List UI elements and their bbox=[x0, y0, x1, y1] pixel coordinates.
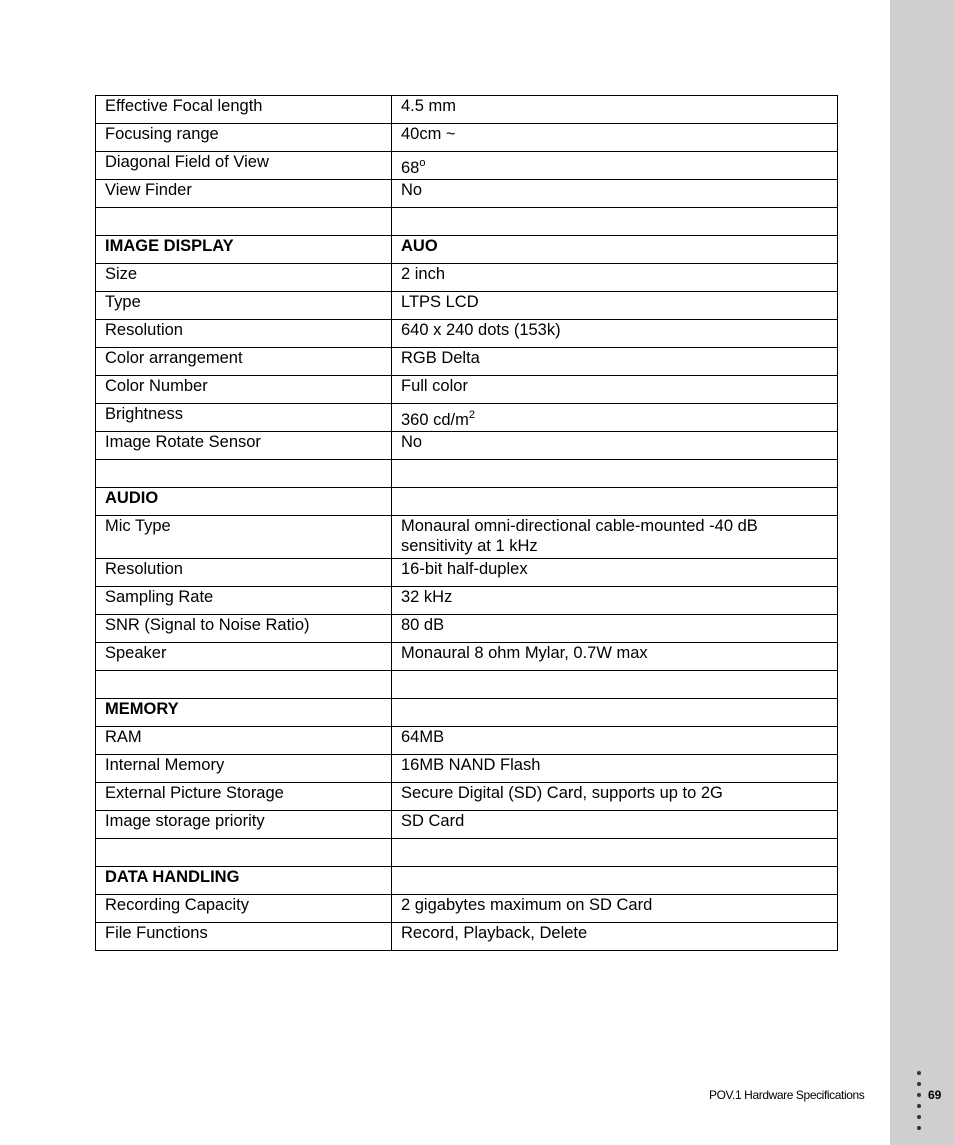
spec-value bbox=[392, 264, 838, 292]
spec-row bbox=[96, 516, 838, 559]
spec-value-text: SD Card bbox=[401, 812, 465, 830]
spec-row bbox=[96, 124, 838, 152]
spec-label: Image storage priority bbox=[96, 811, 392, 839]
spec-row bbox=[96, 615, 838, 643]
spec-row bbox=[96, 432, 838, 460]
spec-label: RAM bbox=[96, 727, 392, 755]
spec-value bbox=[392, 699, 838, 727]
spec-row bbox=[96, 755, 838, 783]
spec-value bbox=[392, 124, 838, 152]
spec-value bbox=[392, 587, 838, 615]
page-number: 69 bbox=[928, 1088, 942, 1102]
spec-row bbox=[96, 376, 838, 404]
spec-value bbox=[392, 236, 838, 264]
spec-value-text: Monaural omni-directional cable-mounted -40 dB sensitivity at 1 kHz bbox=[401, 517, 758, 555]
spec-label: Image Rotate Sensor bbox=[96, 432, 392, 460]
spec-value-text: 32 kHz bbox=[401, 588, 453, 606]
spec-label: Resolution bbox=[96, 559, 392, 587]
spec-row bbox=[96, 348, 838, 376]
spec-value-text: 4.5 mm bbox=[401, 97, 457, 115]
blank-row bbox=[96, 671, 838, 699]
side-margin-bar bbox=[890, 0, 954, 1145]
spec-value-text: 68 bbox=[401, 159, 420, 177]
spec-value-text: 2 gigabytes maximum on SD Card bbox=[401, 896, 653, 914]
spec-label: Speaker bbox=[96, 643, 392, 671]
spec-row bbox=[96, 559, 838, 587]
spec-value bbox=[392, 96, 838, 124]
spec-value-text: 80 dB bbox=[401, 616, 445, 634]
spec-row bbox=[96, 404, 838, 432]
spec-row bbox=[96, 180, 838, 208]
spec-value bbox=[392, 432, 838, 460]
spec-row bbox=[96, 264, 838, 292]
spec-label: Recording Capacity bbox=[96, 895, 392, 923]
spec-row bbox=[96, 320, 838, 348]
spec-value-text: Record, Playback, Delete bbox=[401, 924, 588, 942]
spec-label: AUDIO bbox=[96, 488, 392, 516]
spec-row bbox=[96, 152, 838, 180]
spec-value-text: 40cm ~ bbox=[401, 125, 456, 143]
spec-value bbox=[392, 348, 838, 376]
spec-label bbox=[96, 839, 392, 867]
spec-label: Color arrangement bbox=[96, 348, 392, 376]
spec-label: Diagonal Field of View bbox=[96, 152, 392, 180]
spec-value-text: AUO bbox=[401, 237, 438, 255]
spec-value bbox=[392, 643, 838, 671]
spec-value bbox=[392, 727, 838, 755]
spec-label: Resolution bbox=[96, 320, 392, 348]
spec-label bbox=[96, 671, 392, 699]
spec-label bbox=[96, 208, 392, 236]
section-header-row bbox=[96, 867, 838, 895]
spec-value bbox=[392, 292, 838, 320]
spec-row bbox=[96, 96, 838, 124]
spec-value-text: Secure Digital (SD) Card, supports up to 2G bbox=[401, 784, 723, 802]
spec-value-text: Full color bbox=[401, 377, 468, 395]
footer-dots-decoration bbox=[917, 1071, 923, 1137]
spec-value-text: No bbox=[401, 433, 423, 451]
spec-value-text: RGB Delta bbox=[401, 349, 480, 367]
spec-value bbox=[392, 488, 838, 516]
spec-value bbox=[392, 895, 838, 923]
spec-value bbox=[392, 516, 838, 559]
spec-value bbox=[392, 867, 838, 895]
spec-value bbox=[392, 755, 838, 783]
section-header-row bbox=[96, 236, 838, 264]
superscript: o bbox=[419, 156, 426, 169]
blank-row bbox=[96, 839, 838, 867]
spec-value-text: 640 x 240 dots (153k) bbox=[401, 321, 561, 339]
spec-value bbox=[392, 783, 838, 811]
spec-label: MEMORY bbox=[96, 699, 392, 727]
spec-value-text: 16-bit half-duplex bbox=[401, 560, 528, 578]
spec-row bbox=[96, 783, 838, 811]
specifications-table bbox=[95, 95, 838, 951]
spec-value-text: 360 cd/m bbox=[401, 411, 469, 429]
spec-label: File Functions bbox=[96, 923, 392, 951]
spec-value-text: No bbox=[401, 181, 423, 199]
spec-row bbox=[96, 727, 838, 755]
blank-row bbox=[96, 208, 838, 236]
spec-value bbox=[392, 559, 838, 587]
spec-row bbox=[96, 811, 838, 839]
spec-value-text: 16MB NAND Flash bbox=[401, 756, 541, 774]
spec-value bbox=[392, 320, 838, 348]
spec-label: View Finder bbox=[96, 180, 392, 208]
spec-value bbox=[392, 208, 838, 236]
spec-label: Mic Type bbox=[96, 516, 392, 559]
spec-label: Size bbox=[96, 264, 392, 292]
spec-value-text: Monaural 8 ohm Mylar, 0.7W max bbox=[401, 644, 648, 662]
spec-label: Type bbox=[96, 292, 392, 320]
superscript: 2 bbox=[468, 408, 475, 421]
spec-label: Brightness bbox=[96, 404, 392, 432]
spec-row bbox=[96, 292, 838, 320]
spec-value bbox=[392, 404, 838, 432]
spec-label: External Picture Storage bbox=[96, 783, 392, 811]
spec-row bbox=[96, 643, 838, 671]
spec-label: IMAGE DISPLAY bbox=[96, 236, 392, 264]
spec-label: Focusing range bbox=[96, 124, 392, 152]
spec-value bbox=[392, 152, 838, 180]
spec-label: Effective Focal length bbox=[96, 96, 392, 124]
spec-value-text: LTPS LCD bbox=[401, 293, 479, 311]
spec-value bbox=[392, 839, 838, 867]
spec-label: Sampling Rate bbox=[96, 587, 392, 615]
spec-value bbox=[392, 811, 838, 839]
spec-value bbox=[392, 180, 838, 208]
spec-value bbox=[392, 460, 838, 488]
spec-label: DATA HANDLING bbox=[96, 867, 392, 895]
blank-row bbox=[96, 460, 838, 488]
spec-label: SNR (Signal to Noise Ratio) bbox=[96, 615, 392, 643]
spec-value bbox=[392, 376, 838, 404]
spec-value bbox=[392, 923, 838, 951]
section-header-row bbox=[96, 699, 838, 727]
spec-value bbox=[392, 615, 838, 643]
spec-row bbox=[96, 587, 838, 615]
spec-value-text: 2 inch bbox=[401, 265, 446, 283]
spec-row bbox=[96, 895, 838, 923]
section-header-row bbox=[96, 488, 838, 516]
footer-title: POV.1 Hardware Specifications bbox=[709, 1088, 865, 1102]
spec-row bbox=[96, 923, 838, 951]
spec-label bbox=[96, 460, 392, 488]
spec-value-text: 64MB bbox=[401, 728, 445, 746]
spec-label: Internal Memory bbox=[96, 755, 392, 783]
spec-value bbox=[392, 671, 838, 699]
spec-label: Color Number bbox=[96, 376, 392, 404]
